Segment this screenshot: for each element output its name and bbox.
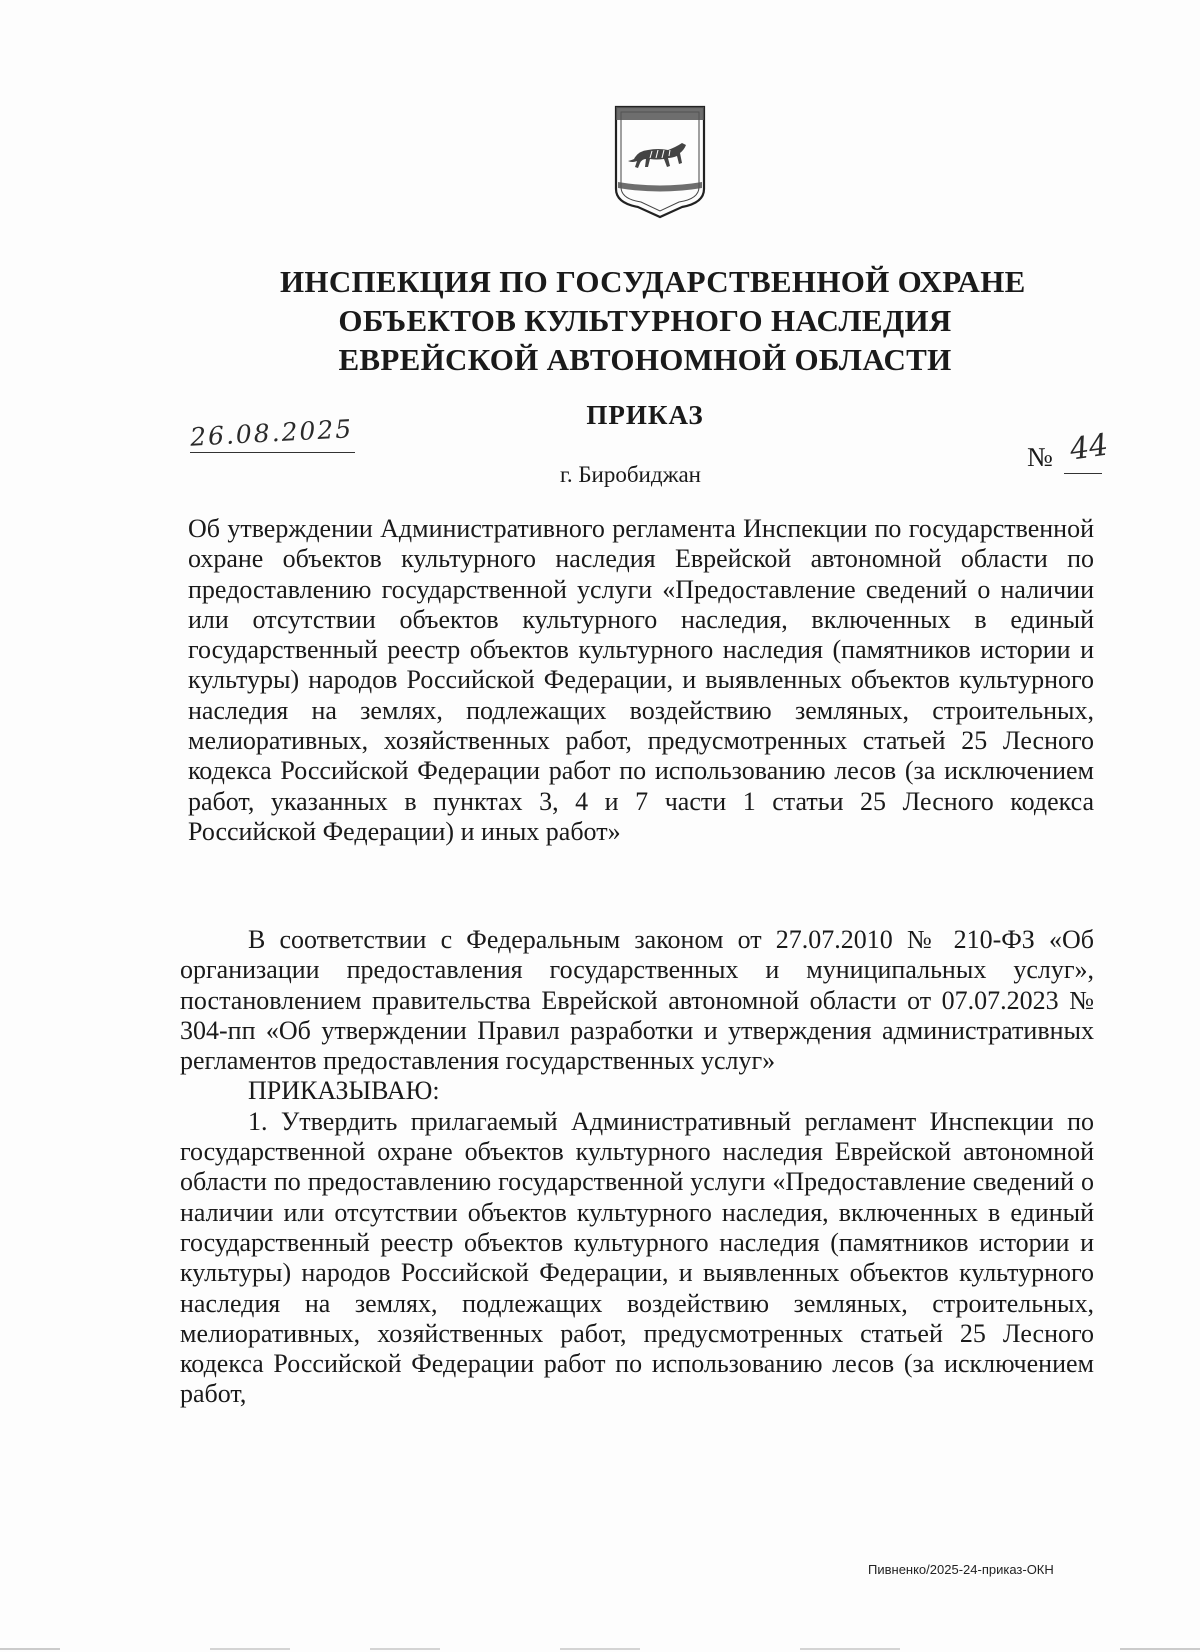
organization-name-line-1: ИНСПЕКЦИЯ ПО ГОСУДАРСТВЕННОЙ ОХРАНЕ bbox=[280, 264, 1026, 299]
city-name: г. Биробиджан bbox=[560, 462, 701, 487]
order-directive-word: ПРИКАЗЫВАЮ: bbox=[248, 1076, 440, 1106]
order-item-1: 1. Утвердить прилагаемый Административный регламент Инспекции по государственной охране объектов культурного наследия Еврейской автономной области по предоставлению государственной услуги «Предоставление сведений о наличии или отсутствии объектов культурного наследия, включенных в единый государственный реестр объектов культурного наследия (памятников истории и культуры) народов Российской Федерации, и выявленных объектов культурного наследия на землях, подлежащих воздействию земляных, строительных, мелиоративных, хозяйственных работ, предусмотренных статьей 25 Лесного кодекса Российской Федерации работ по использованию лесов (за исключением работ, bbox=[180, 1106, 1094, 1409]
document-type-title: ПРИКАЗ bbox=[586, 400, 704, 430]
order-body bbox=[180, 925, 1094, 1410]
order-subject-text: Об утверждении Административного регламента Инспекции по государственной охране объектов культурного наследия Еврейской автономной области по предоставлению государственной услуги «Предоставление сведений о наличии или отсутствии объектов культурного наследия, включенных в единый государственный реестр объектов культурного наследия (памятников истории и культуры) народов Российской Федерации, и выявленных объектов культурного наследия на землях, подлежащих воздействию земляных, строительных, мелиоративных, хозяйственных работ, предусмотренных статьей 25 Лесного кодекса Российской Федерации работ по использованию лесов (за исключением работ, указанных в пунктах 3, 4 и 7 части 1 статьи 25 Лесного кодекса Российской Федерации) и иных работ» bbox=[188, 514, 1094, 846]
organization-name-line-3: ЕВРЕЙСКОЙ АВТОНОМНОЙ ОБЛАСТИ bbox=[338, 342, 952, 377]
handwritten-date: 26.08.2025 bbox=[189, 414, 354, 452]
number-sign: № bbox=[1027, 442, 1053, 472]
preamble-paragraph: В соответствии с Федеральным законом от 27.07.2010 № 210-ФЗ «Об организации предоставления государственных и муниципальных услуг», постановлением правительства Еврейской автономной области от 07.07.2023 № 304-пп «Об утверждении Правил разработки и утверждения административных регламентов предоставления государственных услуг» bbox=[180, 925, 1094, 1076]
number-underline bbox=[1064, 473, 1102, 474]
date-underline bbox=[190, 452, 355, 453]
coat-of-arms-icon bbox=[612, 103, 708, 221]
organization-name bbox=[280, 262, 1026, 379]
organization-name-line-2: ОБЪЕКТОВ КУЛЬТУРНОГО НАСЛЕДИЯ bbox=[338, 303, 952, 338]
order-subject bbox=[188, 514, 1094, 847]
handwritten-order-number: 44 bbox=[1067, 427, 1111, 468]
scan-edge-marks bbox=[0, 1648, 1200, 1650]
file-reference: Пивненко/2025-24-приказ-ОКН bbox=[868, 1562, 1054, 1577]
